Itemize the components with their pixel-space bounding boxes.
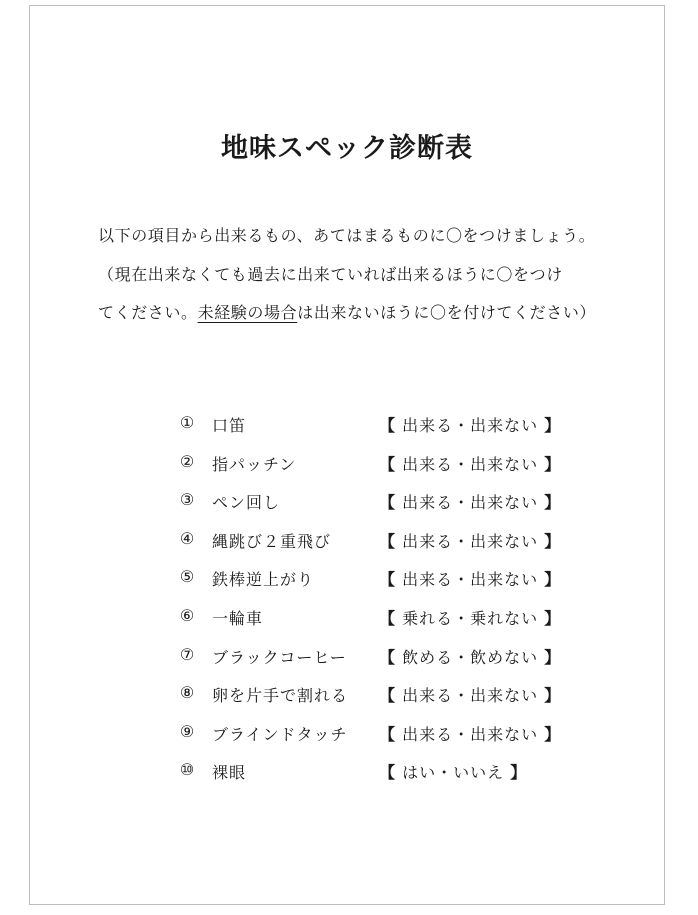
item-number: ⑦ bbox=[179, 644, 195, 664]
item-number: ⑨ bbox=[179, 721, 195, 741]
choice-text: 乗れる・乗れない bbox=[402, 608, 539, 628]
item-choice bbox=[379, 567, 561, 590]
bracket-close: 】 bbox=[544, 686, 562, 706]
checklist-item bbox=[177, 525, 577, 564]
checklist-item bbox=[177, 448, 577, 487]
bracket-open: 【 bbox=[379, 493, 397, 513]
item-label: ブラックコーヒー bbox=[212, 647, 347, 667]
instruction-line-1: 以下の項目から出来るもの、あてはまるものに〇をつけましょう。 bbox=[98, 226, 596, 245]
item-number: ② bbox=[179, 451, 195, 471]
item-number: ⑤ bbox=[179, 567, 195, 587]
bracket-open: 【 bbox=[379, 608, 397, 628]
checklist bbox=[177, 409, 577, 795]
item-choice bbox=[379, 645, 561, 668]
checklist-item bbox=[177, 486, 577, 525]
item-label: 指パッチン bbox=[212, 454, 297, 474]
bracket-close: 】 bbox=[544, 416, 562, 435]
item-number: ⑧ bbox=[179, 683, 195, 703]
bracket-close: 】 bbox=[544, 570, 562, 590]
checklist-item bbox=[177, 756, 577, 795]
checklist-item bbox=[177, 563, 577, 602]
bracket-close: 】 bbox=[510, 763, 528, 783]
item-label: 鉄棒逆上がり bbox=[212, 570, 315, 590]
bracket-close: 】 bbox=[544, 647, 562, 667]
checklist-item bbox=[177, 641, 577, 680]
bracket-open: 【 bbox=[379, 686, 397, 706]
item-choice bbox=[379, 606, 561, 629]
item-choice bbox=[379, 760, 527, 783]
item-choice bbox=[379, 683, 561, 706]
checklist-item bbox=[177, 679, 577, 718]
item-number: ① bbox=[179, 413, 195, 432]
item-choice bbox=[379, 529, 561, 552]
item-label: ブラインドタッチ bbox=[212, 724, 348, 744]
instruction-underlined-phrase: 未経験の場合 bbox=[197, 303, 298, 322]
checklist-item bbox=[177, 718, 577, 757]
choice-text: 出来る・出来ない bbox=[402, 724, 539, 744]
item-label: 縄跳び２重飛び bbox=[212, 531, 332, 551]
bracket-close: 】 bbox=[544, 531, 562, 551]
item-number: ③ bbox=[179, 490, 195, 510]
item-choice bbox=[379, 490, 561, 513]
choice-text: 出来る・出来ない bbox=[402, 686, 539, 706]
choice-text: 飲める・飲めない bbox=[402, 647, 539, 667]
page-title: 地味スペック診断表 bbox=[221, 133, 473, 164]
choice-text: 出来る・出来ない bbox=[402, 493, 539, 513]
checklist-item bbox=[177, 602, 577, 641]
bracket-close: 】 bbox=[544, 493, 562, 513]
checklist-item bbox=[177, 409, 577, 448]
choice-text: 出来る・出来ない bbox=[402, 416, 539, 435]
item-label: ペン回し bbox=[212, 493, 281, 513]
bracket-open: 【 bbox=[379, 570, 397, 590]
instruction-line-3 bbox=[98, 300, 596, 323]
bracket-open: 【 bbox=[379, 454, 397, 474]
item-number: ④ bbox=[179, 528, 195, 548]
item-choice bbox=[379, 413, 561, 436]
bracket-open: 【 bbox=[379, 763, 397, 783]
bracket-open: 【 bbox=[379, 647, 397, 667]
instruction-line-3-start: てください。 bbox=[98, 303, 198, 322]
bracket-close: 】 bbox=[544, 608, 562, 628]
item-choice bbox=[379, 452, 561, 475]
bracket-open: 【 bbox=[379, 531, 397, 551]
bracket-close: 】 bbox=[544, 724, 562, 744]
item-label: 裸眼 bbox=[212, 763, 247, 783]
choice-text: 出来る・出来ない bbox=[402, 454, 539, 474]
choice-text: 出来る・出来ない bbox=[402, 570, 539, 590]
bracket-open: 【 bbox=[379, 724, 397, 744]
instruction-line-3-end: は出来ないほうに〇を付けてください） bbox=[297, 303, 597, 322]
item-number: ⑩ bbox=[179, 760, 195, 780]
instruction-line-2: （現在出来なくても過去に出来ていれば出来るほうに〇をつけ bbox=[98, 265, 563, 284]
item-label: 一輪車 bbox=[212, 608, 264, 628]
item-label: 卵を片手で割れる bbox=[212, 686, 349, 706]
bracket-close: 】 bbox=[544, 454, 562, 474]
document-page bbox=[29, 5, 665, 905]
item-choice bbox=[379, 722, 561, 745]
choice-text: はい・いいえ bbox=[402, 763, 505, 783]
item-number: ⑥ bbox=[179, 605, 195, 625]
bracket-open: 【 bbox=[379, 416, 397, 435]
choice-text: 出来る・出来ない bbox=[402, 531, 539, 551]
item-label: 口笛 bbox=[212, 416, 247, 435]
